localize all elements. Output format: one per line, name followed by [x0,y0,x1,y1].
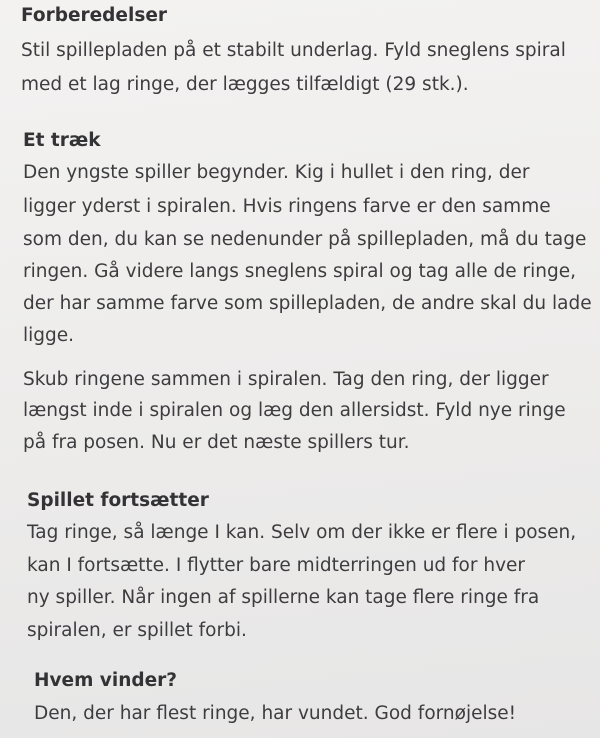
text-line: ligge. [23,325,75,346]
text-line: spiralen, er spillet forbi. [27,620,247,641]
text-line: ligger yderst i spiralen. Hvis ringens farve er den samme [23,196,551,217]
section-heading: Hvem vinder? [34,670,178,691]
section-heading: Spillet fortsætter [27,490,209,511]
text-line: der har samme farve som spillepladen, de andre skal du lade [23,293,592,314]
text-line: kan I fortsætte. I flytter bare midterringen ud for hver [27,555,526,576]
text-line: på fra posen. Nu er det næste spillers tur. [23,432,410,453]
text-line: Den yngste spiller begynder. Kig i hullet i den ring, der [23,162,530,183]
text-line: længst inde i spiralen og læg den allersidst. Fyld nye ringe [23,400,566,421]
text-line: ny spiller. Når ingen af spillerne kan tage flere ringe fra [27,587,540,608]
text-line: ringen. Gå videre langs sneglens spiral og tag alle de ringe, [23,261,577,282]
section-heading: Forberedelser [21,5,167,26]
text-line: Den, der har flest ringe, har vundet. God fornøjelse! [34,703,517,724]
section-heading: Et træk [23,130,101,151]
text-line: med et lag ringe, der lægges tilfældigt (29 stk.). [21,74,469,95]
text-line: som den, du kan se nedenunder på spillepladen, må du tage [23,229,587,250]
text-line: Stil spillepladen på et stabilt underlag. Fyld sneglens spiral [21,40,566,61]
text-line: Tag ringe, så længe I kan. Selv om der ikke er flere i posen, [27,522,577,543]
text-line: Skub ringene sammen i spiralen. Tag den ring, der ligger [23,369,549,390]
